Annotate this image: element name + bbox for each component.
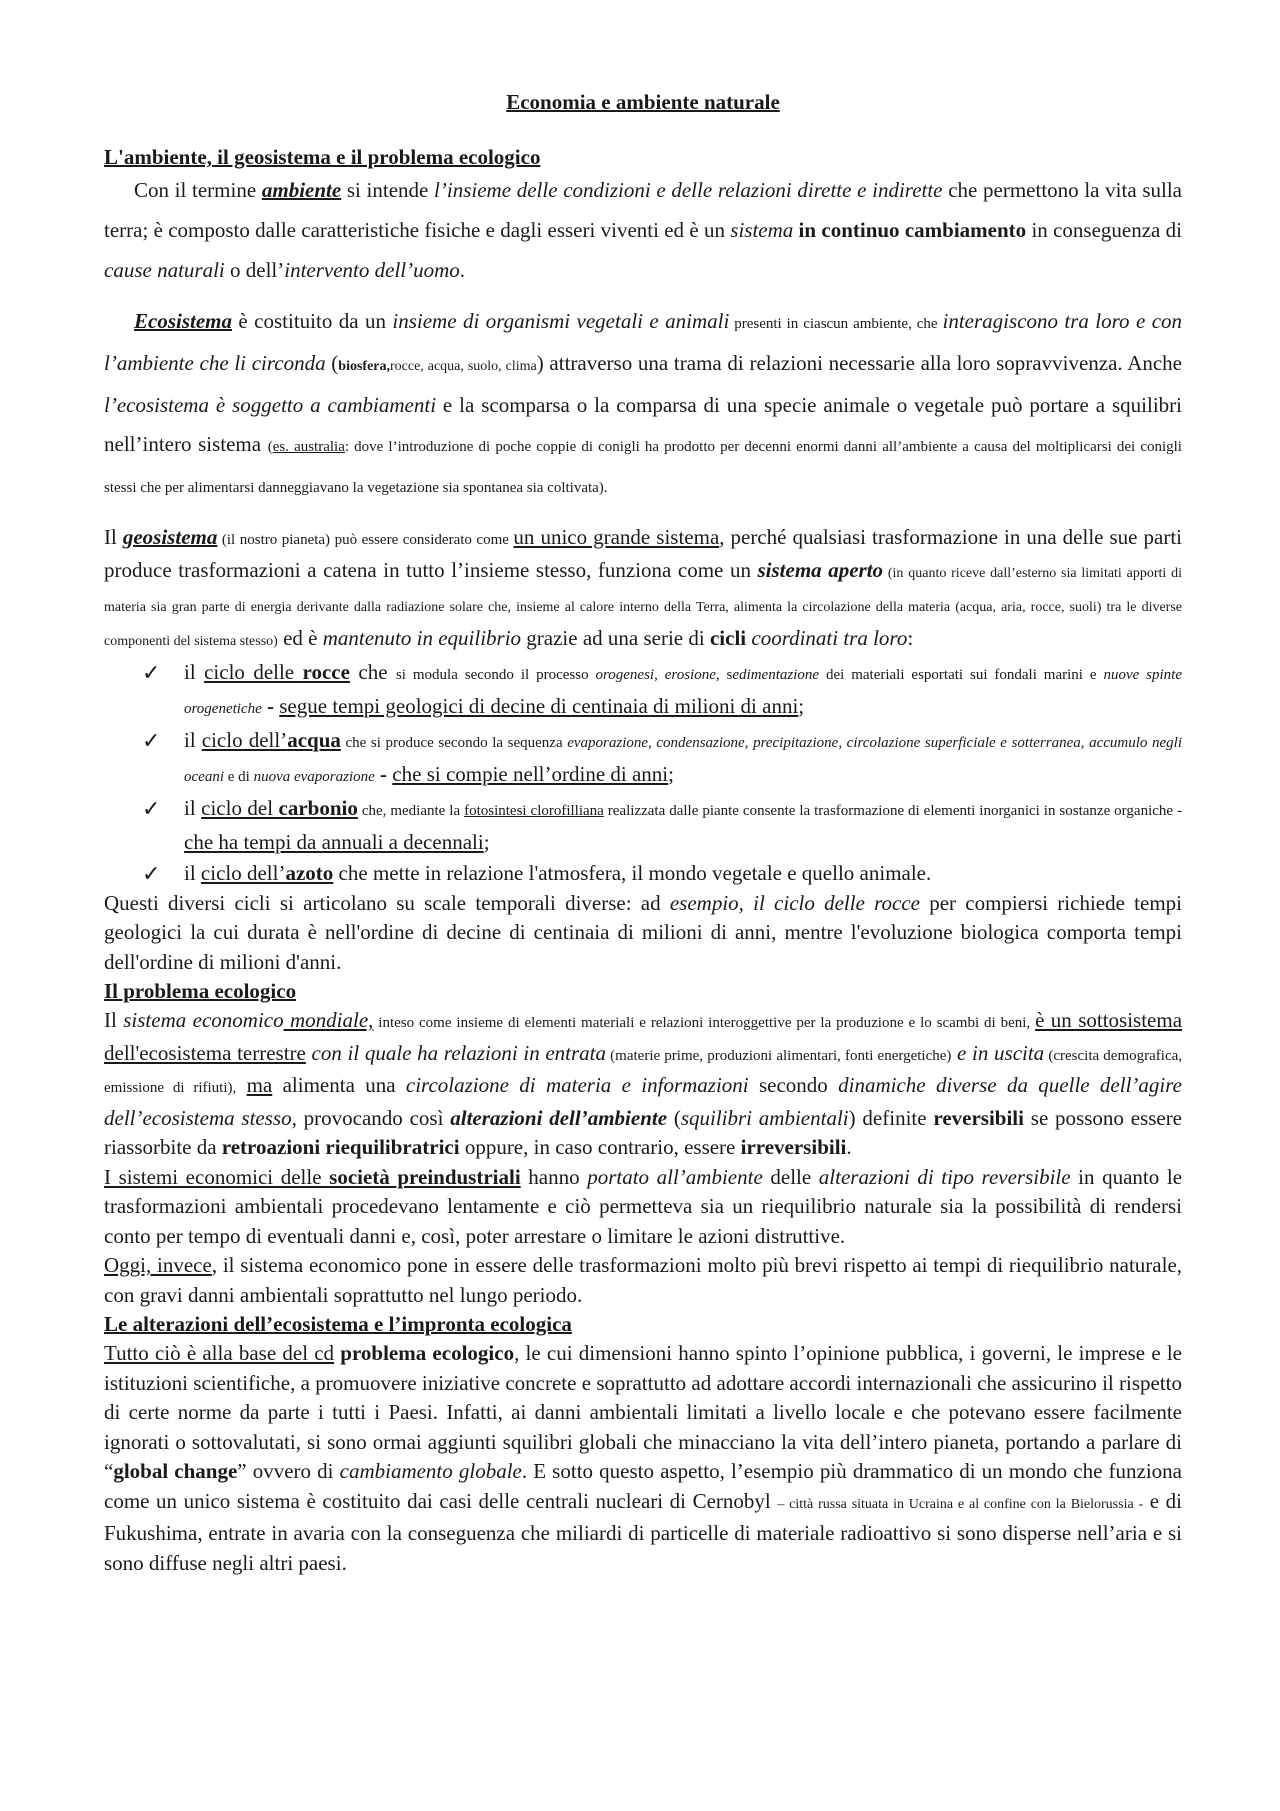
paragraph-ecosistema: Ecosistema è costituito da un insieme di organismi vegetali e animali presenti in ciascun ambiente, che interagiscono tra loro e con l’ambiente che li circonda (biosfera,rocce, acqua, suolo, clima) attraverso una trama di relazioni necessarie alla loro sopravvivenza. Anche l’ecosistema è soggetto a cambiamenti e la scomparsa o la comparsa di una specie animale o vegetale può portare a squilibri nell’intero sistema (es. australia: dove l’introduzione di poche coppie di conigli ha prodotto per decenni enormi danni all’ambiente a causa del moltiplicarsi dei conigli stessi che per alimentarsi danneggiavano la vegetazione sia spontanea sia coltivata). — [104, 309, 1183, 496]
checkmark-icon: ✓ — [142, 860, 161, 886]
checkmark-icon: ✓ — [142, 795, 161, 821]
list-item-ciclo-azoto: ✓ il ciclo dell’azoto che mette in relazione l'atmosfera, il mondo vegetale e quello animale. — [142, 858, 1182, 889]
paragraph-sistema-economico: Il sistema economico mondiale, inteso come insieme di elementi materiali e relazioni interoggettive per la produzione e lo scambi di beni, è un sottosistema dell'ecosistema terrestre con il quale ha relazioni in entrata (materie prime, produzioni alimentari, fonti energetiche) e in uscita (crescita demografica, emissione di rifiuti), ma alimenta una circolazione di materia e informazioni secondo dinamiche diverse da quelle dell’agire dell’ecosistema stesso, provocando così alterazioni dell’ambiente (squilibri ambientali) definite reversibili se possono essere riassorbite da retroazioni riequilibratrici oppure, in caso contrario, essere irreversibili. — [104, 1008, 1183, 1159]
paragraph-problema-ecologico: Tutto ciò è alla base del cd problema ecologico, le cui dimensioni hanno spinto l’opinione pubblica, i governi, le imprese e le istituzioni scientifiche, a promuovere iniziative concrete e soprattutto ad adottare accordi internazionali che assicurino il rispetto di certe norme da parte i tutti i Paesi. Infatti, ai danni ambientali limitati a livello locale e che potevano essere facilmente ignorati o sottovalutati, si sono ormai aggiunti squilibri globali che minacciano la vita dell’intero pianeta, portando a parlare di “global change” ovvero di cambiamento globale. E sotto questo aspetto, l’esempio più drammatico di un mondo che funziona come un unico sistema è costituito dai casi delle centrali nucleari di Cernobyl – città russa situata in Ucraina e al confine con la Bielorussia - e di Fukushima, entrate in avaria con la conseguenza che miliardi di particelle di materiale radioattivo si sono disperse nell’aria e si sono diffuse negli altri paesi. — [104, 1341, 1183, 1575]
section-heading-alterazioni: Le alterazioni dell’ecosistema e l’impronta ecologica — [104, 1312, 572, 1336]
paragraph-oggi: Oggi, invece, il sistema economico pone in essere delle trasformazioni molto più brevi rispetto ai tempi di riequilibrio naturale, con gravi danni ambientali soprattutto nel lungo periodo. — [104, 1253, 1183, 1307]
list-item-ciclo-carbonio: ✓ il ciclo del carbonio che, mediante la fotosintesi clorofilliana realizzata dalle piante consente la trasformazione di elementi inorganici in sostanze organiche - che ha tempi da annuali a decennali; — [142, 793, 1182, 858]
paragraph-preindustriali: I sistemi economici delle società preindustriali hanno portato all’ambiente delle alterazioni di tipo reversibile in quanto le trasformazioni ambientali procedevano lentamente e ciò permetteva sia un riequilibrio naturale sia la possibilità di rendersi conto per tempo di eventuali danni e, così, poter arrestare o limitare le azioni distruttive. — [104, 1164, 1183, 1248]
paragraph-cicli-scale: Questi diversi cicli si articolano su scale temporali diverse: ad esempio, il ciclo delle rocce per compiersi richiede tempi geologici la cui durata è nell'ordine di decine di centinaia di milioni di anni, mentre l'evoluzione biologica comporta tempi dell'ordine di milioni d'anni. — [104, 890, 1182, 974]
document-page — [104, 0, 1182, 1578]
paragraph-geosistema: Il geosistema (il nostro pianeta) può essere considerato come un unico grande sistema, perché qualsiasi trasformazione in una delle sue parti produce trasformazioni a catena in tutto l’insieme stesso, funziona come un sistema aperto (in quanto riceve dall’esterno sia limitati apporti di materia sia gran parte di energia derivante dalla radiazione solare che, insieme al calore interno della Terra, alimenta la circolazione della materia (acqua, aria, rocce, suoli) tra le diverse componenti del sistema stesso) ed è mantenuto in equilibrio grazie ad una serie di cicli coordinati tra loro: — [104, 524, 1183, 650]
document-title: Economia e ambiente naturale — [506, 90, 780, 114]
checkmark-icon: ✓ — [142, 727, 161, 753]
list-item-ciclo-acqua: ✓ il ciclo dell’acqua che si produce secondo la sequenza evaporazione, condensazione, precipitazione, circolazione superficiale e sotterranea, accumulo negli oceani e di nuova evaporazione - che si compie nell’ordine di anni; — [142, 725, 1182, 793]
section-heading-ambiente: L'ambiente, il geosistema e il problema ecologico — [104, 145, 541, 169]
list-item-ciclo-rocce: ✓ il ciclo delle rocce che si modula secondo il processo orogenesi, erosione, sedimentazione dei materiali esportati sui fondali marini e nuove spinte orogenetiche - segue tempi geologici di decine di centinaia di milioni di anni; — [142, 657, 1182, 725]
cycles-list — [104, 657, 1182, 889]
checkmark-icon: ✓ — [142, 659, 161, 685]
paragraph-ambiente: Con il termine ambiente si intende l’insieme delle condizioni e delle relazioni dirette e indirette che permettono la vita sulla terra; è composto dalle caratteristiche fisiche e dagli esseri viventi ed è un sistema in continuo cambiamento in conseguenza di cause naturali o dell’intervento dell’uomo. — [104, 178, 1183, 282]
section-heading-problema: Il problema ecologico — [104, 979, 297, 1003]
